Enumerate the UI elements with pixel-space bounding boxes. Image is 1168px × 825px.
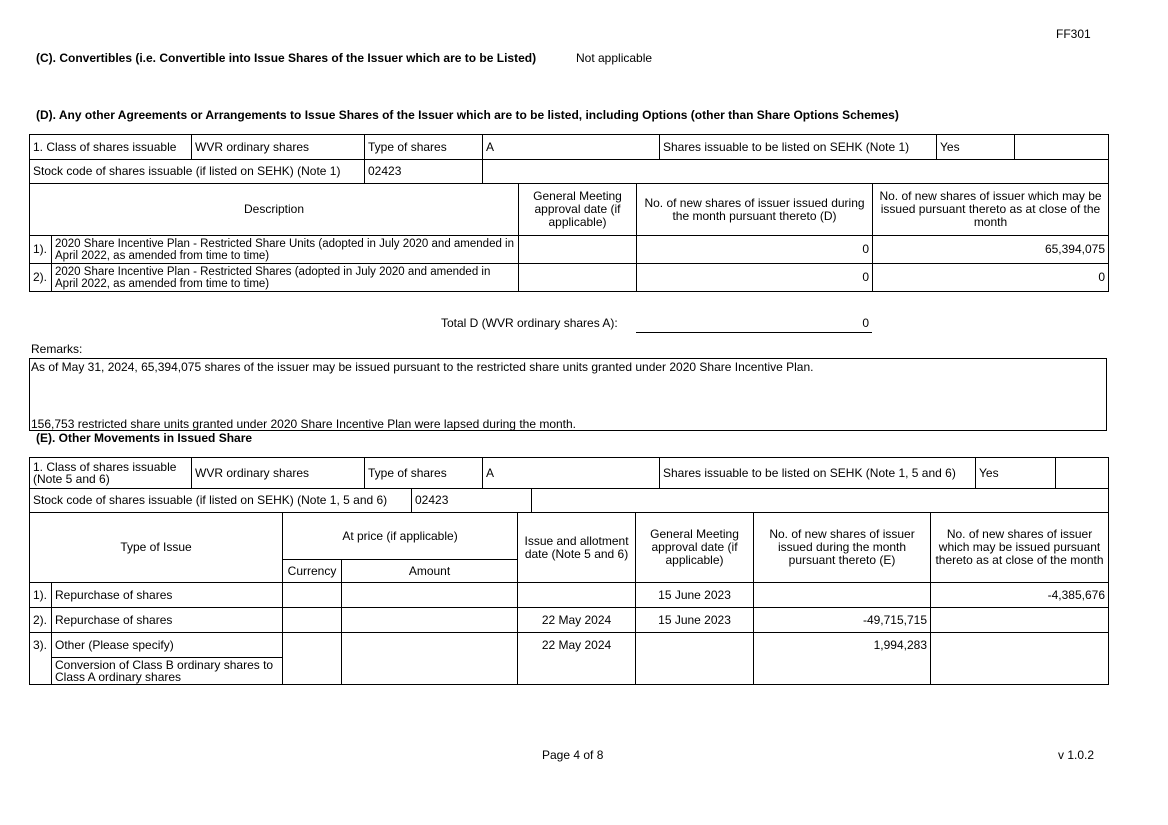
e-col-issued: No. of new shares of issuer issued during the month pursuant thereto (E) — [754, 513, 931, 583]
d-total-underline — [636, 332, 872, 333]
row-issue-date — [518, 583, 636, 608]
d-col-description: Description — [30, 184, 519, 236]
e-empty-cell — [1056, 458, 1109, 489]
d-class-label: 1. Class of shares issuable — [30, 135, 192, 160]
row-type-detail: Conversion of Class B ordinary shares to Class A ordinary shares — [55, 658, 274, 684]
row-may-issue — [931, 633, 1109, 685]
row-description: 2020 Share Incentive Plan - Restricted Shares (adopted in July 2020 and amended in April 2022, as amended from time to time) — [52, 264, 519, 292]
d-listed-value: Yes — [937, 135, 1015, 160]
row-currency — [283, 633, 342, 685]
d-class-value: WVR ordinary shares — [192, 135, 365, 160]
row-type: Other (Please specify) — [52, 633, 282, 658]
table-row — [30, 264, 1109, 292]
remarks-line: As of May 31, 2024, 65,394,075 shares of the issuer may be issued pursuant to the restricted share units granted under 2020 Share Incentive Plan. — [31, 360, 814, 374]
e-stock-code-label: Stock code of shares issuable (if listed on SEHK) (Note 1, 5 and 6) — [30, 489, 412, 513]
d-col-issued: No. of new shares of issuer issued during the month pursuant thereto (D) — [637, 184, 873, 236]
section-d-title: (D). Any other Agreements or Arrangements to Issue Shares of the Issuer which are to be listed, including Options (other than Share Options Schemes) — [36, 108, 899, 122]
remarks-label: Remarks: — [31, 342, 83, 356]
section-c-value: Not applicable — [576, 51, 653, 65]
e-stock-code-value: 02423 — [412, 489, 532, 513]
row-issued: 0 — [637, 264, 873, 292]
section-e-table — [29, 512, 1109, 685]
section-e-header-table — [29, 457, 1109, 489]
row-issue-date: 22 May 2024 — [518, 608, 636, 633]
e-col-issue-date: Issue and allotment date (Note 5 and 6) — [518, 513, 636, 583]
row-amount — [342, 633, 518, 685]
row-issued: -49,715,715 — [754, 608, 931, 633]
section-d-header-table — [29, 134, 1109, 184]
section-d-table — [29, 183, 1109, 292]
row-number: 2). — [30, 264, 52, 292]
remarks-line: 156,753 restricted share units granted under 2020 Share Incentive Plan were lapsed during the month. — [31, 417, 577, 431]
e-stock-code-spacer — [532, 489, 1109, 513]
section-e-title: (E). Other Movements in Issued Share — [36, 431, 253, 445]
row-issued: 1,994,283 — [754, 633, 931, 685]
e-col-currency: Currency — [283, 560, 342, 583]
e-listed-value: Yes — [976, 458, 1056, 489]
e-class-label: 1. Class of shares issuable (Note 5 and 6) — [30, 458, 192, 489]
e-col-may-issue: No. of new shares of issuer which may be issued pursuant thereto as at close of the month — [931, 513, 1109, 583]
remarks-box — [29, 358, 1107, 431]
row-may-issue: 65,394,075 — [873, 236, 1109, 264]
row-number: 3). — [30, 633, 52, 685]
row-may-issue — [931, 608, 1109, 633]
d-col-may-issue: No. of new shares of issuer which may be issued pursuant thereto as at close of the month — [873, 184, 1109, 236]
version: v 1.0.2 — [1058, 748, 1095, 762]
row-issued — [754, 583, 931, 608]
row-number: 1). — [30, 236, 52, 264]
d-col-gm: General Meeting approval date (if applicable) — [519, 184, 637, 236]
d-empty-cell — [1015, 135, 1109, 160]
row-currency — [283, 608, 342, 633]
table-row — [30, 633, 1109, 685]
row-amount — [342, 583, 518, 608]
row-issued: 0 — [637, 236, 873, 264]
row-gm-date: 15 June 2023 — [636, 583, 754, 608]
row-type: Repurchase of shares — [52, 608, 283, 633]
row-gm-date — [519, 264, 637, 292]
row-gm-date — [636, 633, 754, 685]
table-row — [30, 236, 1109, 264]
d-listed-label: Shares issuable to be listed on SEHK (Note 1) — [660, 135, 937, 160]
row-gm-date: 15 June 2023 — [636, 608, 754, 633]
e-col-amount: Amount — [342, 560, 518, 583]
row-number: 2). — [30, 608, 52, 633]
e-listed-label: Shares issuable to be listed on SEHK (Note 1, 5 and 6) — [660, 458, 976, 489]
row-number: 1). — [30, 583, 52, 608]
d-stock-code-label: Stock code of shares issuable (if listed on SEHK) (Note 1) — [30, 160, 365, 184]
d-stock-code-spacer — [483, 160, 1109, 184]
e-col-price: At price (if applicable) — [283, 513, 518, 560]
row-may-issue: -4,385,676 — [931, 583, 1109, 608]
form-code: FF301 — [1056, 27, 1091, 41]
e-type-value: A — [483, 458, 660, 489]
row-may-issue: 0 — [873, 264, 1109, 292]
d-type-label: Type of shares — [365, 135, 483, 160]
e-col-type: Type of Issue — [30, 513, 283, 583]
row-amount — [342, 608, 518, 633]
d-total-label: Total D (WVR ordinary shares A): — [441, 316, 618, 330]
table-row — [30, 583, 1109, 608]
page-number: Page 4 of 8 — [542, 748, 604, 762]
d-stock-code-value: 02423 — [365, 160, 483, 184]
section-e-stock-table — [29, 488, 1109, 513]
e-type-label: Type of shares — [365, 458, 483, 489]
row-description: 2020 Share Incentive Plan - Restricted Share Units (adopted in July 2020 and amended in April 2022, as amended from time to time) — [52, 236, 519, 264]
d-total-value: 0 — [862, 316, 869, 330]
e-class-value: WVR ordinary shares — [192, 458, 365, 489]
e-col-gm: General Meeting approval date (if applicable) — [636, 513, 754, 583]
d-type-value: A — [483, 135, 660, 160]
row-currency — [283, 583, 342, 608]
row-type: Repurchase of shares — [52, 583, 283, 608]
row-type-cell — [52, 633, 283, 685]
row-issue-date: 22 May 2024 — [518, 633, 636, 685]
table-row — [30, 608, 1109, 633]
row-gm-date — [519, 236, 637, 264]
section-c-title: (C). Convertibles (i.e. Convertible into Issue Shares of the Issuer which are to be Listed) — [36, 51, 537, 65]
